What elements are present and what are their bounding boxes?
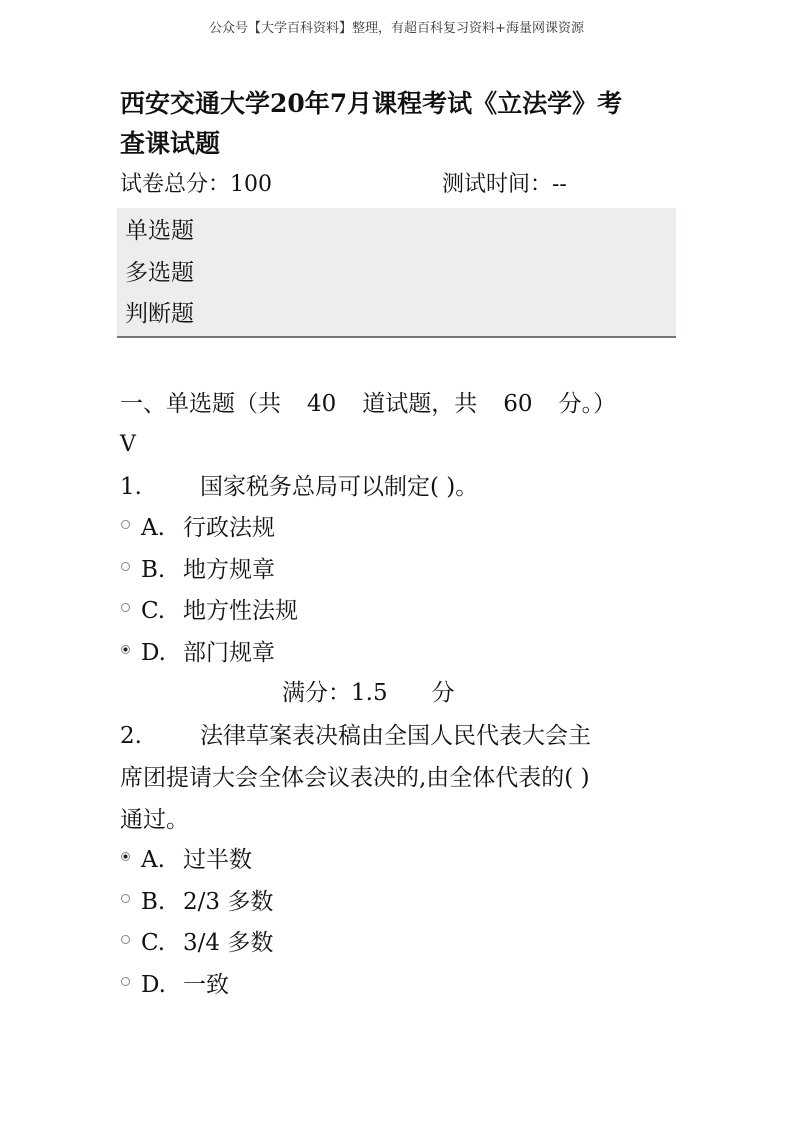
option-text: 地方性法规 [183, 598, 298, 624]
option-text: 部门规章 [183, 640, 275, 666]
exam-title-line-2: 查课试题 [120, 129, 221, 158]
radio-unselected-icon[interactable] [120, 602, 131, 613]
option-1-d[interactable] [120, 633, 275, 673]
question-text-line-2: 席团提请大会全体会议表决的,由全体代表的( ) [120, 765, 590, 791]
option-2-c[interactable] [120, 923, 273, 963]
option-text: 地方规章 [183, 557, 275, 583]
option-2-d[interactable] [120, 965, 229, 1005]
option-letter: C. [141, 598, 166, 624]
option-text: 一致 [183, 972, 229, 998]
option-letter: D. [141, 640, 166, 666]
radio-unselected-icon[interactable] [120, 934, 131, 945]
question-number: 2. [120, 723, 142, 749]
option-letter: B. [141, 889, 166, 915]
option-letter: B. [141, 557, 166, 583]
option-2-b[interactable] [120, 882, 273, 922]
test-time-label: 测试时间：-- [442, 172, 567, 197]
question-2-line-2 [120, 757, 690, 799]
option-text: 行政法规 [183, 515, 275, 541]
radio-selected-icon[interactable] [120, 644, 131, 655]
nav-item-single-choice[interactable]: 单选题 [125, 218, 194, 244]
option-letter: A. [141, 515, 165, 541]
option-2-a[interactable] [120, 840, 252, 880]
nav-item-true-false[interactable]: 判断题 [125, 301, 194, 327]
option-letter: D. [141, 972, 166, 998]
section-heading [120, 384, 700, 424]
radio-unselected-icon[interactable] [120, 976, 131, 987]
option-1-b[interactable] [120, 550, 275, 590]
section-question-count: 40 [307, 391, 337, 417]
option-1-c[interactable] [120, 591, 298, 631]
radio-unselected-icon[interactable] [120, 519, 131, 530]
radio-unselected-icon[interactable] [120, 893, 131, 904]
score-label: 满分：1.5 [282, 680, 388, 706]
exam-title-line-1: 西安交通大学20年7月课程考试《立法学》考 [120, 89, 623, 118]
section-nav [117, 208, 676, 338]
question-text: 国家税务总局可以制定( )。 [200, 474, 479, 500]
question-text-line-3: 通过。 [120, 807, 189, 833]
option-1-a[interactable] [120, 508, 275, 548]
question-number: 1. [120, 474, 142, 500]
section-heading-suffix: 分。） [558, 391, 617, 417]
total-score-label: 试卷总分：100 [120, 172, 272, 197]
question-1-score [282, 672, 455, 714]
question-2 [120, 715, 690, 757]
radio-selected-icon[interactable] [120, 851, 131, 862]
section-mark: V [120, 432, 136, 457]
option-text: 2/3 多数 [183, 889, 274, 915]
question-text-line-1: 法律草案表决稿由全国人民代表大会主 [200, 723, 591, 749]
score-unit: 分 [431, 680, 455, 706]
section-points: 60 [503, 391, 533, 417]
option-letter: A. [141, 847, 165, 873]
option-letter: C. [141, 930, 166, 956]
option-text: 过半数 [183, 847, 252, 873]
header-note: 公众号【大学百科资料】整理，有超百科复习资料+海量网课资源 [209, 21, 584, 36]
option-text: 3/4 多数 [183, 930, 274, 956]
section-heading-prefix: 一、单选题（共 [120, 391, 281, 417]
question-1 [120, 466, 690, 508]
section-heading-middle: 道试题，共 [362, 391, 478, 417]
nav-item-multiple-choice[interactable]: 多选题 [125, 260, 194, 286]
exam-title [120, 84, 680, 164]
question-2-line-3 [120, 799, 690, 841]
radio-unselected-icon[interactable] [120, 561, 131, 572]
